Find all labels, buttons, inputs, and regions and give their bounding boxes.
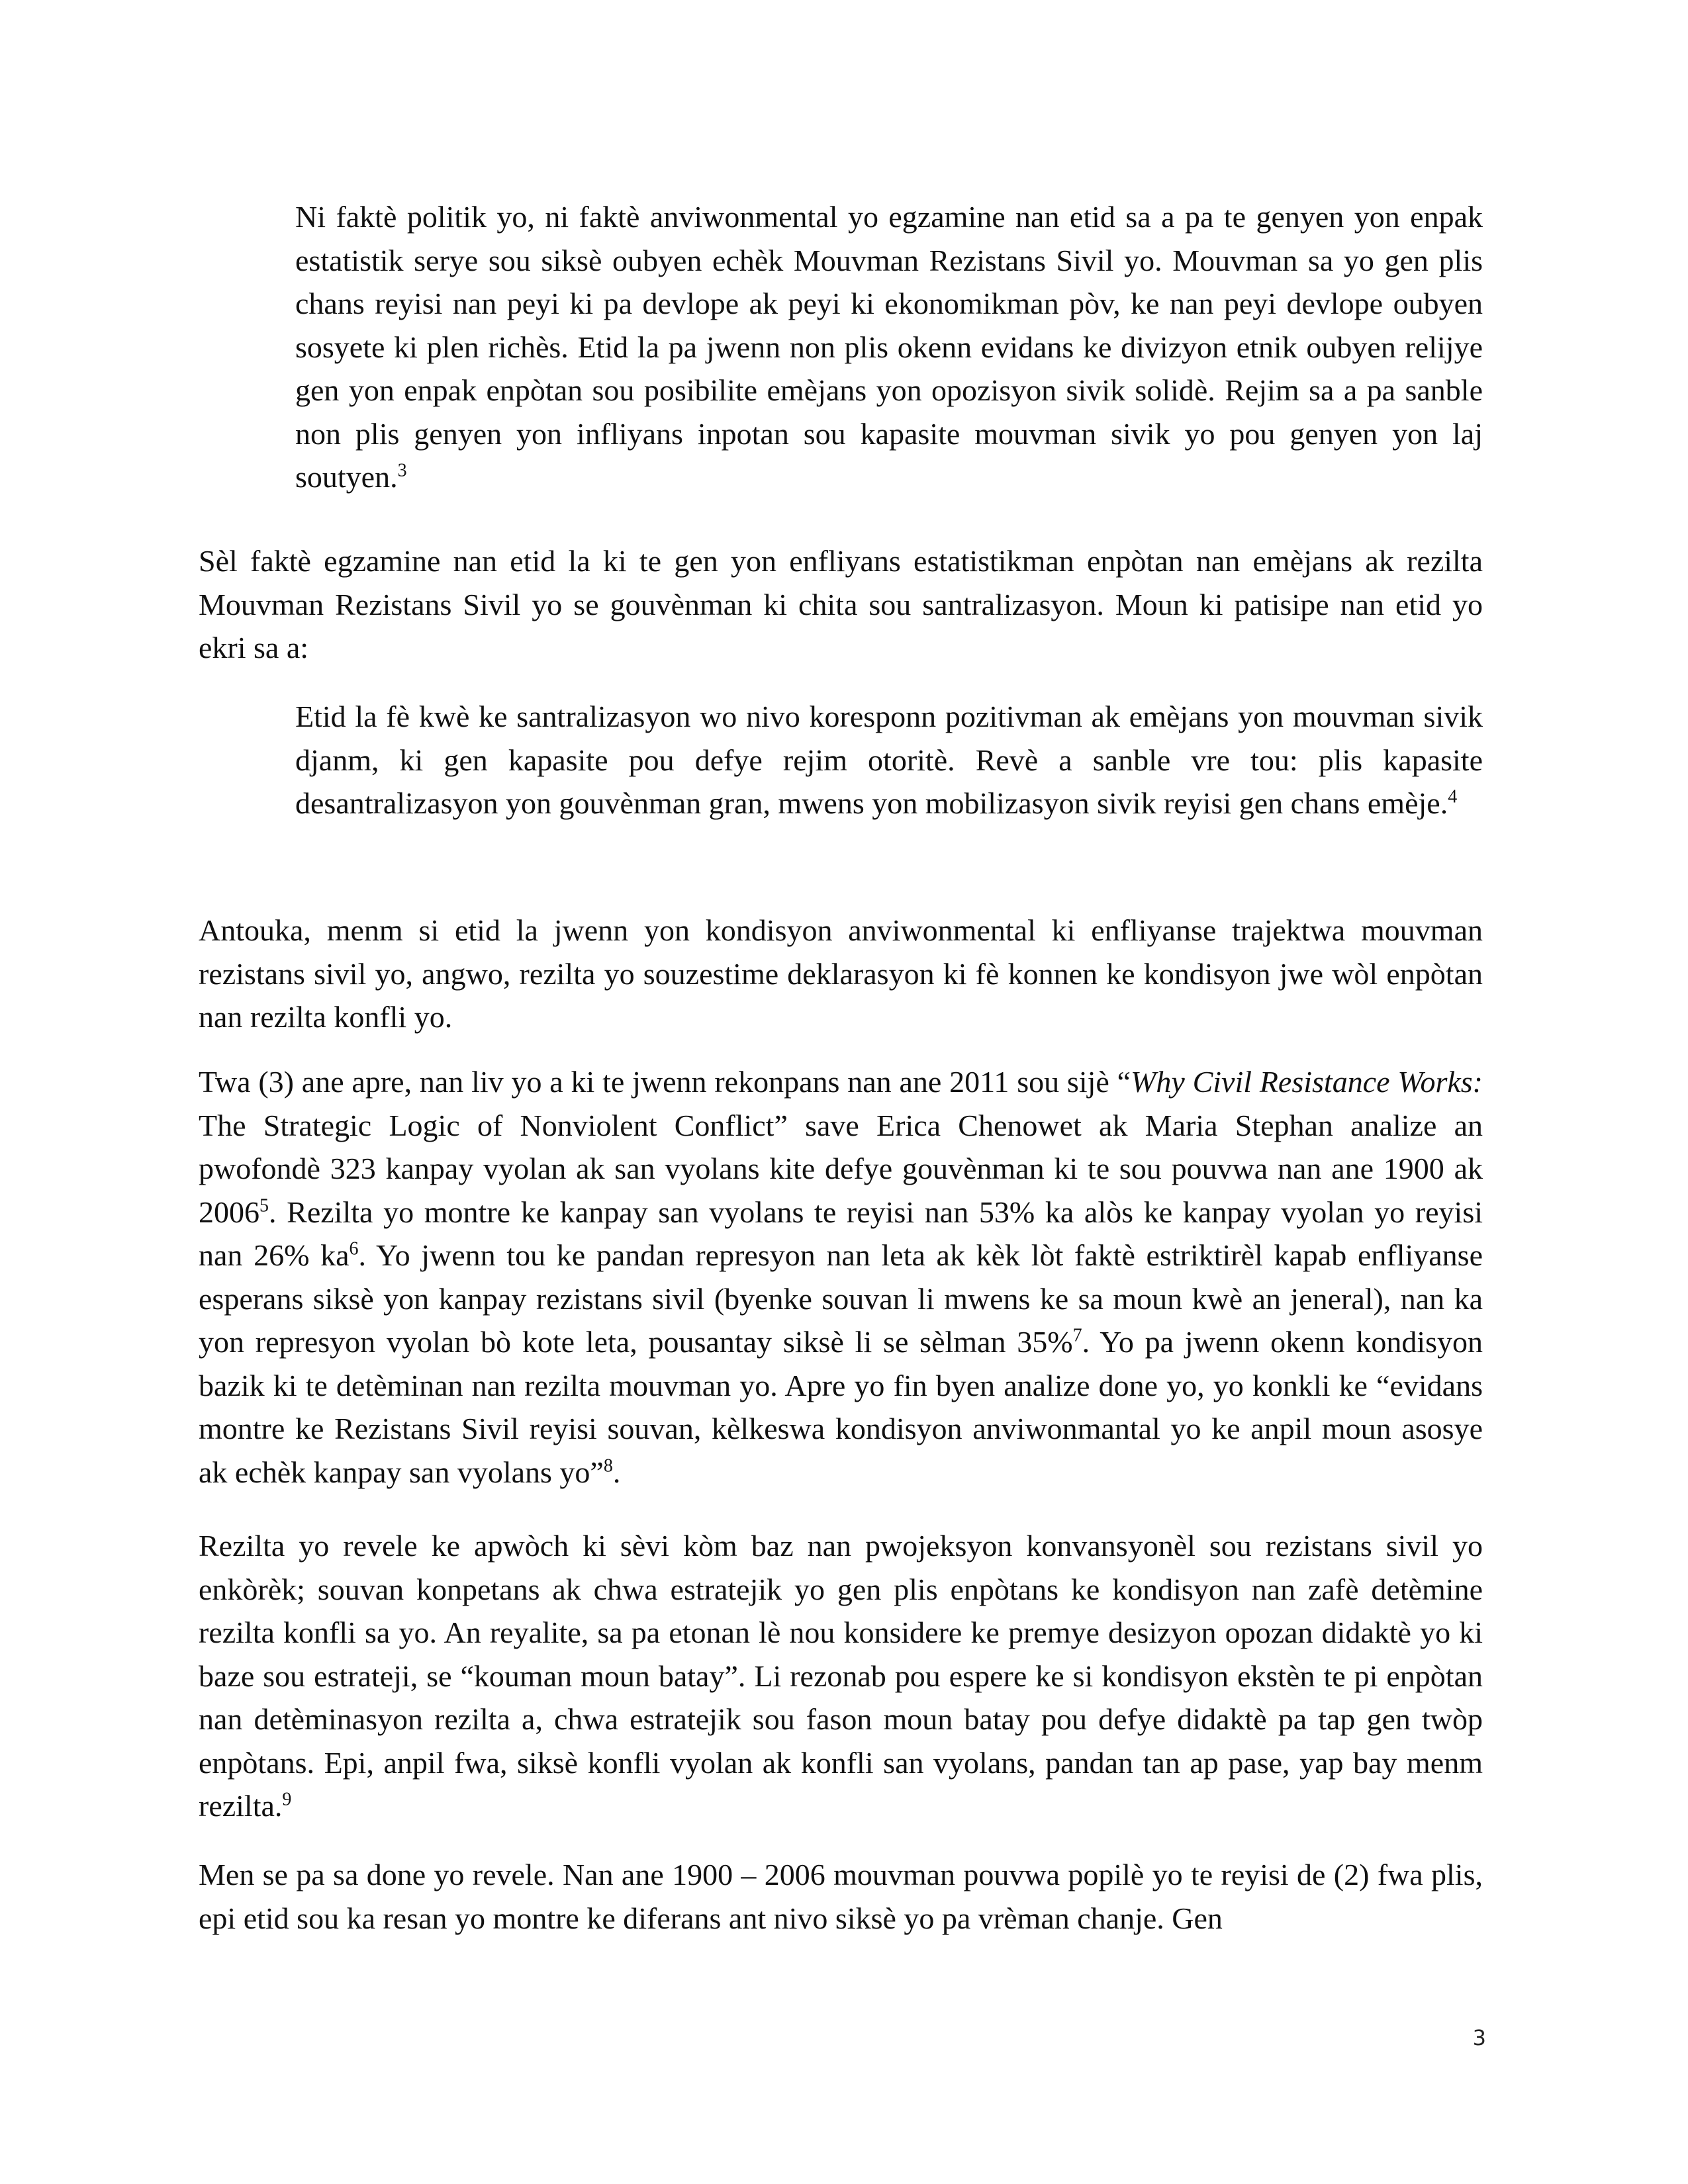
paragraph-text: Rezilta yo revele ke apwòch ki sèvi kòm baz nan pwojeksyon konvansyonèl sou rezistans sivil yo enkòrèk; souvan konpetans ak chwa estratejik yo gen plis enpòtans ke kondisyon nan zafè detèmine rezilta konfli sa yo. An reyalite, sa pa etonan lè nou konsidere ke premye desizyon opozan didaktè yo ki baze sou estrateji, se “kouman moun batay”. Li rezonab pou espere ke si kondisyon ekstèn te pi enpòtan nan detèminasyon rezilta a, chwa estratejik sou fason moun batay pou defye didaktè pa tap gen twòp enpòtans. Epi, anpil fwa, siksè konfli vyolan ak konfli san vyolans, pandan tan ap pase, yap bay menm rezilta. bbox=[199, 1529, 1483, 1823]
paragraph-text-f: . Yo pa jwenn okenn kondisyon bazik ki te detèminan nan rezilta mouvman yo. Apre yo fin byen analize done yo, yo konkli ke “evidans montre ke Rezistans Sivil reyisi souvan, kèlkeswa kondisyon anviwonmantal yo ke anpil moun asosye ak echèk kanpay san vyolans yo” bbox=[199, 1325, 1483, 1489]
paragraph-text: Sèl faktè egzamine nan etid la ki te gen yon enfliyans estatistikman enpòtan nan emèjans ak rezilta Mouvman Rezistans Sivil yo se gouvènman ki chita sou santralizasyon. Moun ki patisipe nan etid yo ekri sa a: bbox=[199, 544, 1483, 664]
footnote-ref-8: 8 bbox=[603, 1455, 613, 1477]
body-paragraph-4 bbox=[199, 909, 1483, 1039]
footnote-ref-3: 3 bbox=[397, 460, 407, 481]
paragraph-text-d: . Rezilta yo montre ke kanpay san vyolans te reyisi nan 53% ka alòs ke kanpay vyolan yo reyisi nan 26% ka bbox=[199, 1195, 1483, 1272]
paragraph-text-g: . bbox=[612, 1455, 621, 1489]
paragraph-text: Antouka, menm si etid la jwenn yon kondisyon anviwonmental ki enfliyanse trajektwa mouvman rezistans sivil yo, angwo, rezilta yo souzestime deklarasyon ki fè konnen ke kondisyon jwe wòl enpòtan nan rezilta konfli yo. bbox=[199, 913, 1483, 1034]
body-paragraph-5 bbox=[199, 1060, 1483, 1494]
paragraph-text-e: . Yo jwenn tou ke pandan represyon nan leta ak kèk lòt faktè estriktirèl kapab enfliyanse esperans siksè yon kanpay rezistans sivil (byenke souvan li mwens ke sa moun kwè an jeneral), nan ka yon represyon vyolan bò kote leta, pousantay siksè li se sèlman 35% bbox=[199, 1238, 1483, 1359]
paragraph-text: Men se pa sa done yo revele. Nan ane 1900 – 2006 mouvman pouvwa popilè yo te reyisi de (2) fwa plis, epi etid sou ka resan yo montre ke diferans ant nivo siksè yo pa vrèman chanje. Gen bbox=[199, 1858, 1483, 1935]
page-number: 3 bbox=[1472, 2025, 1486, 2050]
footnote-ref-4: 4 bbox=[1448, 786, 1458, 807]
paragraph-text: Etid la fè kwè ke santralizasyon wo nivo koresponn pozitivman ak emèjans yon mouvman sivik djanm, ki gen kapasite pou defye rejim otoritè. Revè a sanble vre tou: plis kapasite desantralizasyon yon gouvènman gran, mwens yon mobilizasyon sivik reyisi gen chans emèje. bbox=[295, 700, 1483, 820]
body-paragraph-7 bbox=[199, 1853, 1483, 1940]
footnote-ref-7: 7 bbox=[1072, 1325, 1082, 1346]
footnote-ref-9: 9 bbox=[282, 1789, 292, 1810]
paragraph-text: Ni faktè politik yo, ni faktè anviwonmental yo egzamine nan etid sa a pa te genyen yon enpak estatistik serye sou siksè oubyen echèk Mouvman Rezistans Sivil yo. Mouvman sa yo gen plis chans reyisi nan peyi ki pa devlope ak peyi ki ekonomikman pòv, ke nan peyi devlope oubyen sosyete ki plen richès. Etid la pa jwenn non plis okenn evidans ke divizyon etnik oubyen relijye gen yon enpak enpòtan sou posibilite emèjans yon opozisyon sivik solidè. Rejim sa a pa sanble non plis genyen yon infliyans inpotan sou kapasite mouvman sivik yo pou genyen yon laj soutyen. bbox=[295, 200, 1483, 494]
book-title-italic: Why Civil Resistance Works: bbox=[1131, 1065, 1483, 1099]
body-paragraph-2 bbox=[199, 539, 1483, 670]
block-quote-paragraph-3 bbox=[295, 695, 1483, 825]
block-quote-paragraph-1 bbox=[295, 195, 1483, 499]
footnote-ref-6: 6 bbox=[349, 1238, 359, 1259]
paragraph-text-a: Twa (3) ane apre, nan liv yo a ki te jwenn rekonpans nan ane 2011 sou sijè “ bbox=[199, 1065, 1131, 1099]
body-paragraph-6 bbox=[199, 1524, 1483, 1828]
footnote-ref-5: 5 bbox=[259, 1195, 269, 1216]
paragraph-text-c: The Strategic Logic of Nonviolent Conflict” save Erica Chenowet ak Maria Stephan analize an pwofondè 323 kanpay vyolan ak san vyolans kite defye gouvènman ki te sou pouvwa nan ane 1900 ak 2006 bbox=[199, 1108, 1483, 1229]
